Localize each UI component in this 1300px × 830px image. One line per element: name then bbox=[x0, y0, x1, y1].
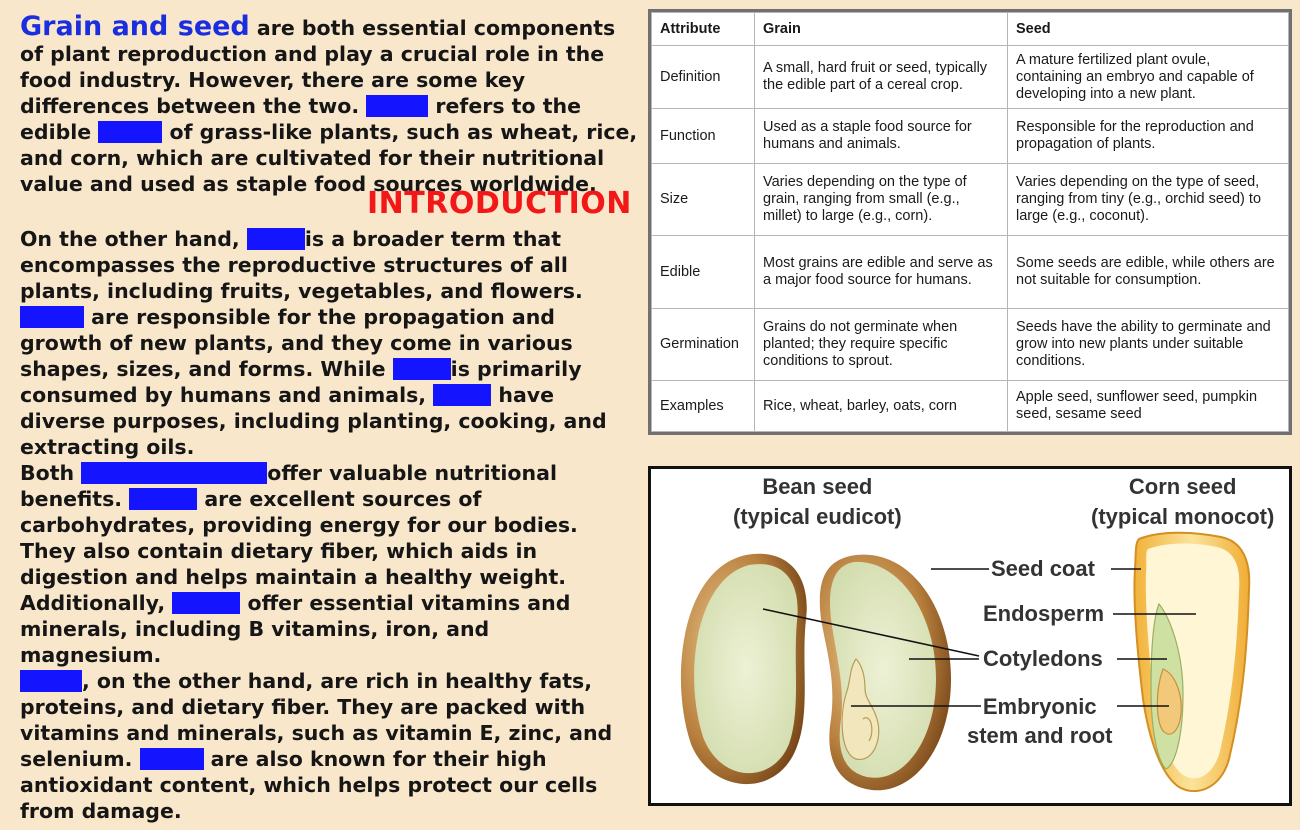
bean-seed-title-text: Bean seed bbox=[762, 474, 873, 499]
paragraph-3-text-c: are excellent sources of carbohydrates, providing energy for our bodies. They also contain dietary fiber, which aids in digestion and helps maintain a healthy weight. Additionally, bbox=[20, 487, 578, 615]
redaction-block bbox=[81, 462, 267, 484]
table-cell: Definition bbox=[652, 46, 755, 109]
redaction-block bbox=[247, 228, 305, 250]
corn-kernel bbox=[1134, 533, 1249, 791]
table-cell: Varies depending on the type of seed, ranging from tiny (e.g., orchid seed) to large (e.g., coconut). bbox=[1008, 164, 1289, 236]
paragraph-2-text-a: On the other hand, bbox=[20, 227, 247, 251]
table-cell: Examples bbox=[652, 381, 755, 432]
paragraph-4-text-b: are also known for their high antioxidant content, which helps protect our cells from damage. bbox=[20, 747, 598, 823]
table-cell: Used as a staple food source for humans and animals. bbox=[755, 109, 1008, 164]
paragraph-1-text-a: are both essential components of plant reproduction and play a crucial role in the food industry. However, there are some key differences between the two. bbox=[20, 16, 616, 118]
table-cell: Varies depending on the type of grain, ranging from small (e.g., millet) to large (e.g., corn). bbox=[755, 164, 1008, 236]
seed-diagram bbox=[648, 466, 1292, 806]
paragraph-2-text-d: is primarily consumed by humans and animals, bbox=[20, 357, 582, 407]
paragraph-3-text-d: offer essential vitamins and minerals, including B vitamins, iron, and magnesium. bbox=[20, 591, 571, 667]
table-cell: Some seeds are edible, while others are not suitable for consumption. bbox=[1008, 236, 1289, 308]
table-row bbox=[652, 164, 1289, 236]
table-row bbox=[652, 109, 1289, 164]
lead-title: Grain and seed bbox=[20, 11, 250, 42]
corn-seed-title-text: Corn seed bbox=[1128, 474, 1237, 499]
redaction-block bbox=[366, 95, 428, 117]
table-cell: Rice, wheat, barley, oats, corn bbox=[755, 381, 1008, 432]
header-seed: Seed bbox=[1008, 13, 1289, 46]
table-cell: Most grains are edible and serve as a major food source for humans. bbox=[755, 236, 1008, 308]
header-attribute: Attribute bbox=[652, 13, 755, 46]
label-embryonic-line-2: stem and root bbox=[967, 723, 1113, 748]
paragraph-4-text-a: , on the other hand, are rich in healthy fats, proteins, and dietary fiber. They are packed with vitamins and minerals, such as vitamin E, zinc, and selenium. bbox=[20, 669, 613, 771]
bean-left-cotyledon bbox=[681, 554, 807, 784]
paragraph-2-text-e: have diverse purposes, including planting, cooking, and extracting oils. bbox=[20, 383, 607, 459]
paragraph-2-text-b: is a broader term that encompasses the reproductive structures of all plants, including fruits, vegetables, and flowers. bbox=[20, 227, 583, 303]
bean-seed-subtitle: (typical eudicot) bbox=[733, 504, 902, 529]
paragraph-1 bbox=[20, 11, 640, 197]
redaction-block bbox=[98, 121, 162, 143]
table-row bbox=[652, 46, 1289, 109]
paragraph-4 bbox=[20, 668, 635, 824]
table-row bbox=[652, 381, 1289, 432]
redaction-block bbox=[393, 358, 451, 380]
bean-right-cotyledon bbox=[820, 555, 951, 791]
table-cell: Responsible for the reproduction and propagation of plants. bbox=[1008, 109, 1289, 164]
table-row bbox=[652, 236, 1289, 308]
table-cell: Seeds have the ability to germinate and grow into new plants under suitable conditions. bbox=[1008, 308, 1289, 380]
comparison-table-frame bbox=[648, 9, 1292, 435]
table-cell: Function bbox=[652, 109, 755, 164]
paragraph-1-text-b: refers to the edible bbox=[20, 94, 581, 144]
table-cell: Apple seed, sunflower seed, pumpkin seed, sesame seed bbox=[1008, 381, 1289, 432]
introduction-label: INTRODUCTION bbox=[367, 186, 632, 221]
label-seed-coat: Seed coat bbox=[991, 556, 1095, 581]
table-cell: Germination bbox=[652, 308, 755, 380]
redaction-block bbox=[140, 748, 204, 770]
bean-seed-title bbox=[733, 472, 902, 532]
paragraph-2 bbox=[20, 226, 635, 460]
table-row bbox=[652, 308, 1289, 380]
table-cell: Grains do not germinate when planted; they require specific conditions to sprout. bbox=[755, 308, 1008, 380]
comparison-table bbox=[651, 12, 1289, 432]
paragraph-2-text-c: are responsible for the propagation and growth of new plants, and they come in various shapes, sizes, and forms. While bbox=[20, 305, 573, 381]
corn-seed-title bbox=[1091, 472, 1274, 532]
table-cell: A mature fertilized plant ovule, containing an embryo and capable of developing into a new plant. bbox=[1008, 46, 1289, 109]
redaction-block bbox=[20, 670, 82, 692]
paragraph-3-text-a: Both bbox=[20, 461, 82, 485]
paragraph-3-text-b: offer valuable nutritional benefits. bbox=[20, 461, 557, 511]
redaction-block bbox=[172, 592, 240, 614]
redaction-block bbox=[20, 306, 84, 328]
header-grain: Grain bbox=[755, 13, 1008, 46]
table-cell: Edible bbox=[652, 236, 755, 308]
label-endosperm: Endosperm bbox=[983, 601, 1105, 626]
label-embryonic-line-1: Embryonic bbox=[982, 694, 1097, 719]
redaction-block bbox=[433, 384, 491, 406]
redaction-block bbox=[129, 488, 197, 510]
label-cotyledons: Cotyledons bbox=[983, 646, 1103, 671]
table-cell: Size bbox=[652, 164, 755, 236]
table-cell: A small, hard fruit or seed, typically the edible part of a cereal crop. bbox=[755, 46, 1008, 109]
table-header-row bbox=[652, 13, 1289, 46]
paragraph-3 bbox=[20, 460, 635, 668]
paragraph-1-text-c: of grass-like plants, such as wheat, rice, and corn, which are cultivated for their nutritional value and used as staple food sources worldwide. bbox=[20, 120, 638, 196]
corn-seed-subtitle: (typical monocot) bbox=[1091, 504, 1275, 529]
label-embryonic-stem-root bbox=[967, 692, 1112, 750]
